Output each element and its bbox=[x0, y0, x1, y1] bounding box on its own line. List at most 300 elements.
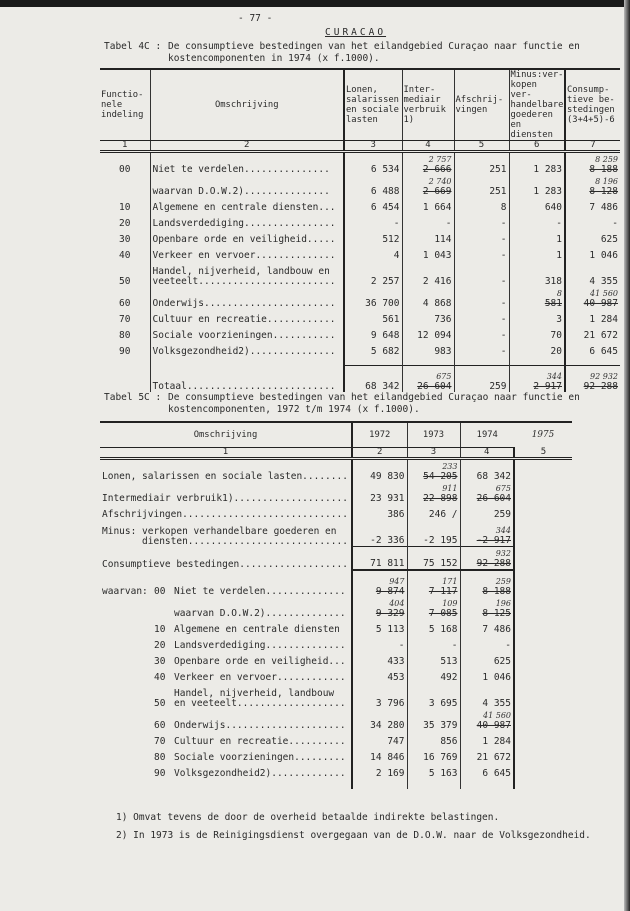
handwritten-correction: 233 bbox=[442, 462, 458, 471]
table-row bbox=[100, 175, 620, 197]
value-cell bbox=[460, 547, 514, 571]
row-text: Sociale voorzieningen......... bbox=[174, 752, 346, 763]
value: 9 648 bbox=[370, 330, 400, 341]
row-description bbox=[100, 667, 352, 683]
value-wrap bbox=[544, 289, 562, 309]
value-wrap bbox=[533, 187, 562, 197]
value-wrap bbox=[501, 277, 507, 287]
table-row bbox=[100, 309, 620, 325]
value-cell bbox=[454, 366, 509, 393]
function-code: 80 bbox=[154, 752, 166, 763]
value-cell bbox=[460, 459, 514, 483]
value-wrap bbox=[601, 235, 618, 245]
handwritten-correction: 259 bbox=[495, 577, 511, 586]
footnote-1: 1) Omvat tevens de door de overheid betaalde indirekte belastingen. bbox=[116, 812, 500, 823]
value-cell bbox=[344, 325, 402, 341]
value-wrap bbox=[589, 203, 618, 213]
value-cell bbox=[344, 213, 402, 229]
value: 736 bbox=[434, 314, 452, 325]
function-code: 50 bbox=[119, 276, 131, 287]
row-description: Sociale voorzieningen........... bbox=[150, 325, 344, 341]
table-row bbox=[100, 575, 572, 597]
row-description bbox=[100, 709, 352, 731]
value-cell bbox=[454, 309, 509, 325]
value: 114 bbox=[434, 234, 452, 245]
column-number: 5 bbox=[514, 448, 572, 459]
value-wrap bbox=[476, 711, 511, 731]
value-cell bbox=[407, 619, 460, 635]
value: 5 682 bbox=[370, 346, 400, 357]
value: 1 283 bbox=[533, 164, 562, 175]
value-wrap bbox=[476, 484, 511, 504]
spacer-row bbox=[100, 357, 620, 366]
value-cell bbox=[407, 709, 460, 731]
value: 3 bbox=[556, 314, 562, 325]
value: 246 / bbox=[428, 509, 458, 520]
value-wrap bbox=[399, 641, 405, 651]
value-wrap bbox=[394, 219, 400, 229]
value: - bbox=[500, 276, 507, 287]
column-number: 2 bbox=[352, 448, 407, 459]
value-cell bbox=[454, 341, 509, 357]
value-wrap bbox=[501, 203, 507, 213]
value-cell bbox=[454, 245, 509, 261]
value: 251 bbox=[489, 186, 507, 197]
value-wrap bbox=[387, 673, 404, 683]
value-wrap bbox=[489, 382, 506, 392]
value-cell bbox=[454, 261, 509, 287]
value-cell bbox=[407, 651, 460, 667]
value-cell bbox=[565, 229, 620, 245]
row-description: Afschrijvingen............................. bbox=[102, 509, 348, 520]
value: 20 bbox=[550, 346, 562, 357]
value-wrap bbox=[589, 251, 618, 261]
value-wrap bbox=[589, 315, 618, 325]
function-code: 70 bbox=[119, 314, 131, 325]
value: 6 488 bbox=[370, 186, 400, 197]
handwritten-correction: 344 bbox=[546, 372, 562, 381]
value: 8 125 bbox=[482, 608, 511, 619]
column-number: 6 bbox=[509, 141, 565, 152]
value-wrap bbox=[482, 625, 511, 635]
value: 5 168 bbox=[428, 624, 458, 635]
value-cell bbox=[460, 504, 514, 520]
value-wrap bbox=[584, 331, 618, 341]
empty-cell bbox=[514, 651, 572, 667]
column-number: 7 bbox=[565, 141, 620, 152]
value: 16 769 bbox=[423, 752, 458, 763]
value-cell bbox=[344, 366, 402, 393]
value-wrap bbox=[589, 155, 618, 175]
value-wrap bbox=[371, 347, 400, 357]
value: 7 486 bbox=[482, 624, 511, 635]
table-row bbox=[100, 635, 572, 651]
value-wrap bbox=[494, 657, 511, 667]
value-cell bbox=[565, 197, 620, 213]
value-cell bbox=[407, 504, 460, 520]
table5c-caption-label: Tabel 5C : bbox=[104, 392, 162, 403]
column-number: 3 bbox=[344, 141, 402, 152]
function-code: 70 bbox=[154, 736, 166, 747]
value-cell bbox=[352, 482, 407, 504]
value: 21 672 bbox=[476, 752, 511, 763]
value-cell bbox=[352, 459, 407, 483]
value: 1 283 bbox=[533, 186, 562, 197]
value-cell bbox=[352, 619, 407, 635]
value-cell bbox=[402, 325, 454, 341]
value-wrap bbox=[370, 536, 404, 546]
handwritten-correction: 41 560 bbox=[590, 289, 618, 298]
value: 34 280 bbox=[370, 720, 405, 731]
value: 71 811 bbox=[370, 558, 405, 569]
value-wrap bbox=[423, 203, 452, 213]
row-description: Intermediair verbruik1).................... bbox=[102, 493, 348, 504]
value-cell bbox=[352, 747, 407, 763]
column-header: Minus:ver-kopen ver-handelbare goederen en diensten bbox=[510, 70, 564, 140]
value-wrap bbox=[423, 277, 452, 287]
value-wrap bbox=[440, 657, 457, 667]
table4c-caption-label: Tabel 4C : bbox=[104, 41, 162, 52]
value: 8 bbox=[500, 202, 507, 213]
value-cell bbox=[352, 763, 407, 779]
row-description: Algemene en centrale diensten... bbox=[150, 197, 344, 213]
value-wrap bbox=[370, 472, 404, 482]
table-row bbox=[100, 619, 572, 635]
handwritten-correction: 2 757 bbox=[428, 155, 452, 164]
value: - bbox=[500, 314, 507, 325]
value: 40 987 bbox=[583, 298, 618, 309]
value-wrap bbox=[434, 315, 451, 325]
value: 9 874 bbox=[375, 586, 405, 597]
value-wrap bbox=[387, 737, 404, 747]
value-cell bbox=[352, 683, 407, 709]
value: 1 284 bbox=[589, 314, 618, 325]
value: 4 355 bbox=[482, 698, 511, 709]
function-code bbox=[100, 175, 150, 197]
table-row bbox=[100, 651, 572, 667]
table-row bbox=[100, 747, 572, 763]
value-cell bbox=[407, 459, 460, 483]
value-wrap bbox=[440, 673, 457, 683]
value: 4 355 bbox=[589, 276, 618, 287]
value: - bbox=[398, 640, 405, 651]
value-wrap bbox=[533, 165, 562, 175]
value-wrap bbox=[423, 753, 457, 763]
value-cell bbox=[460, 747, 514, 763]
value-cell bbox=[509, 287, 565, 309]
value: - bbox=[612, 218, 618, 229]
value-cell bbox=[460, 667, 514, 683]
function-code: 10 bbox=[119, 202, 131, 213]
table-row bbox=[100, 152, 620, 176]
value-wrap bbox=[429, 769, 458, 779]
value-cell bbox=[565, 261, 620, 287]
column-header: Lonen, salarissen en sociale lasten bbox=[344, 69, 402, 141]
value: - bbox=[500, 218, 507, 229]
value-cell bbox=[402, 197, 454, 213]
value: 75 152 bbox=[423, 558, 458, 569]
value-wrap bbox=[482, 737, 511, 747]
handwritten-correction: 675 bbox=[436, 372, 452, 381]
value: 5 163 bbox=[428, 768, 458, 779]
value-cell bbox=[352, 667, 407, 683]
value: 49 830 bbox=[370, 471, 405, 482]
value-cell bbox=[454, 175, 509, 197]
table-row bbox=[100, 245, 620, 261]
value-wrap bbox=[556, 315, 562, 325]
handwritten-correction: 8 bbox=[556, 289, 562, 298]
value: 26 604 bbox=[417, 381, 452, 392]
value-wrap bbox=[551, 347, 562, 357]
value: - bbox=[500, 298, 507, 309]
value-cell bbox=[460, 635, 514, 651]
value: 21 672 bbox=[583, 330, 618, 341]
value-wrap bbox=[476, 526, 511, 546]
value-cell bbox=[402, 261, 454, 287]
value-cell bbox=[402, 341, 454, 357]
column-number: 4 bbox=[460, 448, 514, 459]
value-cell bbox=[460, 763, 514, 779]
value-wrap bbox=[477, 753, 511, 763]
handwritten-correction: 92 932 bbox=[590, 372, 618, 381]
function-code: 90 bbox=[119, 346, 131, 357]
value: 8 128 bbox=[589, 186, 618, 197]
value-wrap bbox=[382, 235, 399, 245]
spacer-cell bbox=[407, 779, 460, 789]
value-cell bbox=[460, 575, 514, 597]
value-wrap bbox=[583, 372, 618, 392]
value-cell bbox=[509, 152, 565, 176]
value-wrap bbox=[376, 699, 405, 709]
value-wrap bbox=[482, 769, 511, 779]
value-cell bbox=[454, 213, 509, 229]
column-number: 2 bbox=[150, 141, 344, 152]
empty-cell bbox=[514, 504, 572, 520]
handwritten-correction: 675 bbox=[495, 484, 511, 493]
value: 2 169 bbox=[375, 768, 405, 779]
empty-cell bbox=[514, 619, 572, 635]
function-code: 60 bbox=[119, 298, 131, 309]
empty-cell bbox=[514, 763, 572, 779]
value-wrap bbox=[501, 219, 507, 229]
column-number: 1 bbox=[100, 448, 352, 459]
empty-cell bbox=[514, 635, 572, 651]
handwritten-correction: 911 bbox=[442, 484, 458, 493]
spacer-cell bbox=[344, 357, 402, 366]
value-cell bbox=[352, 504, 407, 520]
value-wrap bbox=[387, 657, 404, 667]
empty-cell bbox=[514, 482, 572, 504]
value-cell bbox=[402, 152, 454, 176]
value-wrap bbox=[489, 165, 506, 175]
value: 856 bbox=[440, 736, 458, 747]
handwritten-correction: 2 740 bbox=[428, 177, 452, 186]
value-wrap bbox=[589, 177, 618, 197]
value: 512 bbox=[382, 234, 400, 245]
value: 8 188 bbox=[589, 164, 618, 175]
value: 2 416 bbox=[422, 276, 452, 287]
value: -2 917 bbox=[476, 535, 511, 546]
column-number: 5 bbox=[454, 141, 509, 152]
value: 386 bbox=[387, 509, 405, 520]
value-cell bbox=[344, 175, 402, 197]
table-row bbox=[100, 459, 572, 483]
value-cell bbox=[454, 229, 509, 245]
handwritten-correction: 344 bbox=[495, 526, 511, 535]
value-wrap bbox=[394, 251, 400, 261]
value-wrap bbox=[375, 577, 405, 597]
value-cell bbox=[344, 309, 402, 325]
value: 259 bbox=[493, 509, 511, 520]
column-header: 1972 bbox=[352, 422, 407, 448]
value-wrap bbox=[501, 315, 507, 325]
value-wrap bbox=[583, 289, 618, 309]
value: 640 bbox=[544, 202, 562, 213]
value: 1 bbox=[556, 250, 562, 261]
value-wrap bbox=[370, 721, 404, 731]
value-wrap bbox=[612, 219, 618, 229]
value-cell bbox=[344, 261, 402, 287]
value: - bbox=[445, 218, 452, 229]
value-wrap bbox=[423, 536, 457, 546]
handwritten-correction: 8 196 bbox=[595, 177, 618, 186]
value-wrap bbox=[371, 203, 400, 213]
value-cell bbox=[460, 597, 514, 619]
value-cell bbox=[454, 325, 509, 341]
value-wrap bbox=[423, 721, 457, 731]
spacer-cell bbox=[460, 779, 514, 789]
value: 1 046 bbox=[482, 672, 511, 683]
value-cell bbox=[352, 547, 407, 571]
value: 4 bbox=[393, 250, 400, 261]
empty-cell bbox=[514, 575, 572, 597]
value: - bbox=[505, 640, 511, 651]
value-cell bbox=[352, 651, 407, 667]
value-cell bbox=[460, 619, 514, 635]
value: 4 868 bbox=[422, 298, 452, 309]
value-wrap bbox=[489, 187, 506, 197]
value-cell bbox=[509, 213, 565, 229]
function-code: 80 bbox=[119, 330, 131, 341]
value-cell bbox=[460, 482, 514, 504]
value: 14 846 bbox=[370, 752, 405, 763]
value: 581 bbox=[544, 298, 562, 309]
function-code: 90 bbox=[154, 768, 166, 779]
table-row bbox=[100, 597, 572, 619]
empty-cell bbox=[514, 459, 572, 483]
value: 6 645 bbox=[482, 768, 511, 779]
value-wrap bbox=[382, 315, 399, 325]
spacer-cell bbox=[454, 357, 509, 366]
value-cell bbox=[509, 366, 565, 393]
value-cell bbox=[407, 763, 460, 779]
value-wrap bbox=[482, 699, 511, 709]
value-cell bbox=[402, 175, 454, 197]
value: 318 bbox=[544, 276, 562, 287]
value-cell bbox=[460, 731, 514, 747]
row-description: Niet te verdelen............... bbox=[150, 152, 344, 176]
handwritten-correction: 404 bbox=[389, 599, 405, 608]
value-cell bbox=[509, 197, 565, 213]
value: 12 094 bbox=[417, 330, 452, 341]
function-code: 20 bbox=[119, 218, 131, 229]
spacer-cell bbox=[514, 779, 572, 789]
column-header: Omschrijving bbox=[100, 422, 352, 448]
value-cell bbox=[565, 287, 620, 309]
value-wrap bbox=[429, 699, 458, 709]
value-cell bbox=[402, 245, 454, 261]
value: 561 bbox=[382, 314, 400, 325]
value: 1 bbox=[556, 234, 562, 245]
value-wrap bbox=[371, 165, 400, 175]
spacer-cell bbox=[509, 357, 565, 366]
column-header: Omschrijving bbox=[150, 69, 344, 141]
table-row bbox=[100, 341, 620, 357]
value-cell bbox=[402, 309, 454, 325]
value-wrap bbox=[446, 219, 452, 229]
handwritten-correction: 109 bbox=[442, 599, 458, 608]
value-wrap bbox=[434, 347, 451, 357]
value: 625 bbox=[493, 656, 511, 667]
function-code: 20 bbox=[154, 640, 166, 651]
value: 68 342 bbox=[476, 471, 511, 482]
row-text: Onderwijs..................... bbox=[174, 720, 346, 731]
value: 36 700 bbox=[365, 298, 400, 309]
column-header: 1973 bbox=[407, 422, 460, 448]
value: - bbox=[393, 218, 400, 229]
page-heading: CURACAO bbox=[325, 27, 387, 38]
value-cell bbox=[352, 731, 407, 747]
value-cell bbox=[460, 520, 514, 547]
value-wrap bbox=[428, 577, 458, 597]
value-wrap bbox=[371, 331, 400, 341]
value-cell bbox=[565, 245, 620, 261]
function-code: 30 bbox=[119, 234, 131, 245]
value: 70 bbox=[550, 330, 562, 341]
value: 7 486 bbox=[589, 202, 618, 213]
value-wrap bbox=[422, 177, 452, 197]
value-cell bbox=[344, 229, 402, 245]
value-wrap bbox=[370, 559, 404, 569]
value-cell bbox=[454, 197, 509, 213]
value-cell bbox=[407, 667, 460, 683]
value: 68 342 bbox=[365, 381, 400, 392]
footnote-2: 2) In 1973 is de Reinigingsdienst overgegaan van de D.O.W. naar de Volksgezondheid. bbox=[116, 830, 591, 841]
page-number: - 77 - bbox=[238, 13, 273, 24]
value: 54 205 bbox=[423, 471, 458, 482]
value-cell bbox=[344, 152, 402, 176]
column-number: 3 bbox=[407, 448, 460, 459]
value-cell bbox=[344, 287, 402, 309]
table5c-caption-line1: De consumptieve bestedingen van het eilandgebied Curaçao naar functie en bbox=[168, 392, 580, 403]
row-description bbox=[100, 747, 352, 763]
row-description: Landsverdediging................ bbox=[150, 213, 344, 229]
value-wrap bbox=[477, 472, 511, 482]
value: 92 288 bbox=[476, 558, 511, 569]
column-header: Inter-mediair verbruik 1) bbox=[402, 69, 454, 141]
value-cell bbox=[352, 520, 407, 547]
value-cell bbox=[565, 341, 620, 357]
function-code: 50 bbox=[154, 698, 166, 709]
value-cell bbox=[407, 547, 460, 571]
value: - bbox=[500, 250, 507, 261]
spacer-cell bbox=[565, 357, 620, 366]
table-5c bbox=[100, 421, 572, 789]
table-row bbox=[100, 229, 620, 245]
row-text: Verkeer en vervoer............ bbox=[174, 672, 346, 683]
column-header: 1974 bbox=[460, 422, 514, 448]
row-description: waarvan D.O.W.2)............... bbox=[150, 175, 344, 197]
